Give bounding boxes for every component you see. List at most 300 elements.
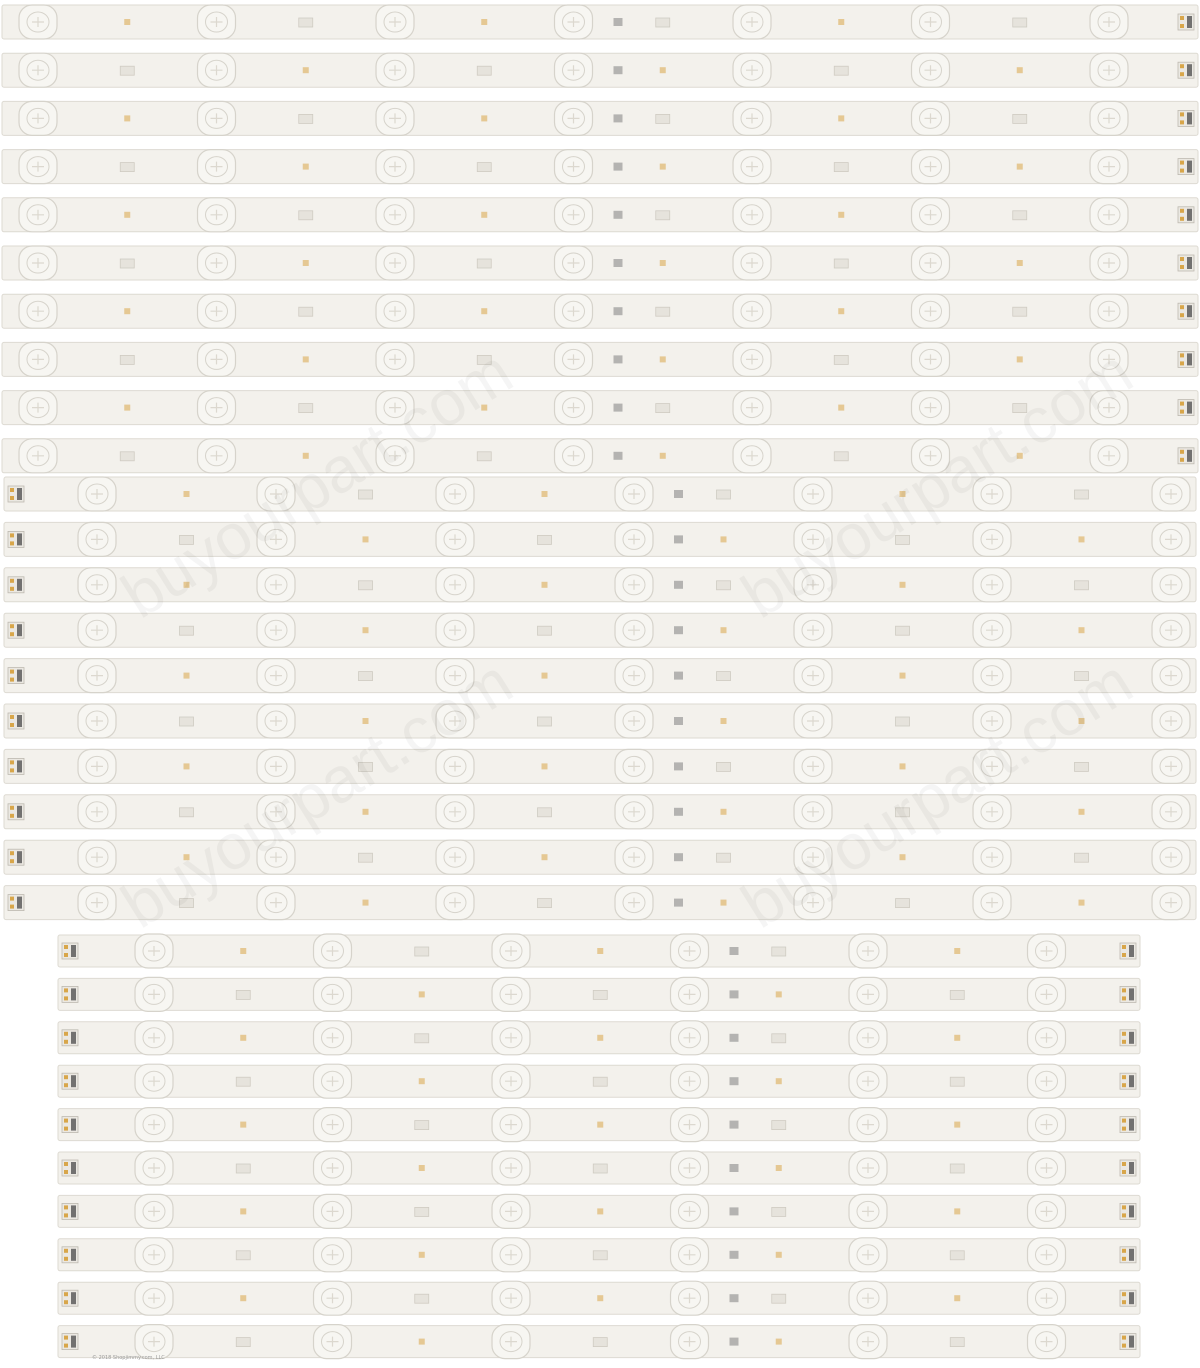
connector-terminal bbox=[71, 1249, 76, 1261]
qr-code-mark bbox=[614, 259, 623, 267]
connector-pin bbox=[1180, 353, 1184, 357]
led-lens bbox=[555, 439, 593, 473]
connector-terminal bbox=[71, 1336, 76, 1348]
led-lens bbox=[973, 613, 1011, 647]
label-pad bbox=[359, 581, 373, 590]
led-lens bbox=[973, 568, 1011, 602]
led-lens bbox=[1090, 294, 1128, 328]
qr-code-mark bbox=[674, 853, 683, 861]
label-pad bbox=[950, 990, 964, 999]
qr-code-mark bbox=[730, 1034, 739, 1042]
led-lens bbox=[849, 1281, 887, 1315]
led-lens bbox=[1028, 1151, 1066, 1185]
label-pad bbox=[717, 490, 731, 499]
led-lens bbox=[733, 342, 771, 376]
connector-pin bbox=[1122, 1119, 1126, 1123]
label-pad bbox=[120, 259, 134, 268]
connector-pin bbox=[1122, 1249, 1126, 1253]
resistor-pad bbox=[1017, 164, 1023, 170]
connector bbox=[1120, 1203, 1136, 1219]
connector-pin bbox=[1122, 1162, 1126, 1166]
led-strip bbox=[2, 198, 1198, 232]
label-pad bbox=[1013, 18, 1027, 27]
label-pad bbox=[477, 66, 491, 75]
resistor-pad bbox=[481, 308, 487, 314]
led-lens bbox=[376, 294, 414, 328]
qr-code-mark bbox=[674, 672, 683, 680]
connector-pin bbox=[10, 851, 14, 855]
label-pad bbox=[180, 626, 194, 635]
connector-terminal bbox=[1187, 450, 1192, 462]
led-lens bbox=[912, 150, 950, 184]
led-strip bbox=[2, 294, 1198, 328]
label-pad bbox=[772, 1121, 786, 1130]
qr-code-mark bbox=[674, 899, 683, 907]
resistor-pad bbox=[776, 1339, 782, 1345]
connector-pin bbox=[1122, 1336, 1126, 1340]
led-lens bbox=[615, 659, 653, 693]
strip-board bbox=[4, 659, 1196, 693]
led-lens bbox=[615, 749, 653, 783]
resistor-pad bbox=[660, 67, 666, 73]
qr-code-mark bbox=[614, 163, 623, 171]
led-strip bbox=[2, 150, 1198, 184]
resistor-pad bbox=[240, 1122, 246, 1128]
led-strip bbox=[2, 53, 1198, 87]
connector bbox=[62, 1203, 78, 1219]
led-lens bbox=[436, 886, 474, 920]
connector-pin bbox=[64, 1300, 68, 1304]
led-lens bbox=[19, 150, 57, 184]
resistor-pad bbox=[597, 1208, 603, 1214]
label-pad bbox=[415, 1207, 429, 1216]
led-lens bbox=[19, 439, 57, 473]
led-lens bbox=[912, 246, 950, 280]
led-lens bbox=[135, 1325, 173, 1359]
led-lens bbox=[19, 53, 57, 87]
label-pad bbox=[834, 355, 848, 364]
connector-pin bbox=[64, 1344, 68, 1348]
qr-code-mark bbox=[614, 355, 623, 363]
connector-pin bbox=[10, 541, 14, 545]
led-lens bbox=[19, 294, 57, 328]
led-lens bbox=[135, 1108, 173, 1142]
resistor-pad bbox=[900, 582, 906, 588]
connector bbox=[8, 622, 24, 638]
connector bbox=[1178, 448, 1194, 464]
label-pad bbox=[538, 808, 552, 817]
led-lens bbox=[257, 568, 295, 602]
led-lens bbox=[615, 522, 653, 556]
connector-pin bbox=[64, 1083, 68, 1087]
connector-pin bbox=[64, 1162, 68, 1166]
led-strip bbox=[2, 342, 1198, 376]
strip-board bbox=[4, 477, 1196, 511]
led-lens bbox=[314, 1064, 352, 1098]
led-lens bbox=[135, 1281, 173, 1315]
led-lens bbox=[19, 342, 57, 376]
connector-pin bbox=[1122, 1127, 1126, 1131]
led-lens bbox=[198, 150, 236, 184]
resistor-pad bbox=[419, 991, 425, 997]
connector-pin bbox=[10, 760, 14, 764]
connector bbox=[8, 849, 24, 865]
connector-pin bbox=[1180, 217, 1184, 221]
resistor-pad bbox=[838, 405, 844, 411]
led-lens bbox=[912, 342, 950, 376]
connector-pin bbox=[64, 1213, 68, 1217]
label-pad bbox=[834, 163, 848, 172]
resistor-pad bbox=[954, 1295, 960, 1301]
connector-pin bbox=[1122, 1300, 1126, 1304]
resistor-pad bbox=[419, 1252, 425, 1258]
resistor-pad bbox=[597, 1295, 603, 1301]
qr-code-mark bbox=[614, 18, 623, 26]
connector bbox=[1120, 1290, 1136, 1306]
led-lens bbox=[849, 1151, 887, 1185]
connector-terminal bbox=[17, 760, 22, 772]
connector-pin bbox=[10, 678, 14, 682]
label-pad bbox=[538, 535, 552, 544]
led-lens bbox=[1090, 439, 1128, 473]
led-lens bbox=[849, 1194, 887, 1228]
connector bbox=[62, 1334, 78, 1350]
qr-code-mark bbox=[614, 307, 623, 315]
connector-terminal bbox=[1129, 1249, 1134, 1261]
connector-pin bbox=[64, 1075, 68, 1079]
led-lens bbox=[198, 246, 236, 280]
connector bbox=[8, 804, 24, 820]
connector-terminal bbox=[1187, 16, 1192, 28]
connector-pin bbox=[64, 1292, 68, 1296]
qr-code-mark bbox=[730, 1294, 739, 1302]
led-lens bbox=[555, 150, 593, 184]
connector-terminal bbox=[1187, 257, 1192, 269]
led-lens bbox=[1152, 704, 1190, 738]
label-pad bbox=[896, 626, 910, 635]
label-pad bbox=[717, 762, 731, 771]
led-lens bbox=[671, 1281, 709, 1315]
resistor-pad bbox=[542, 491, 548, 497]
label-pad bbox=[593, 1338, 607, 1347]
resistor-pad bbox=[481, 115, 487, 121]
connector-pin bbox=[1180, 402, 1184, 406]
connector-terminal bbox=[1129, 1075, 1134, 1087]
connector bbox=[1120, 1334, 1136, 1350]
connector-pin bbox=[64, 1032, 68, 1036]
label-pad bbox=[717, 853, 731, 862]
connector-pin bbox=[64, 953, 68, 957]
led-strip bbox=[58, 1108, 1140, 1142]
label-pad bbox=[834, 259, 848, 268]
led-strip bbox=[58, 1325, 1140, 1359]
led-strip bbox=[4, 613, 1196, 647]
led-lens bbox=[849, 1108, 887, 1142]
led-strip bbox=[58, 934, 1140, 968]
led-lens bbox=[198, 391, 236, 425]
label-pad bbox=[477, 163, 491, 172]
connector-pin bbox=[1122, 1205, 1126, 1209]
resistor-pad bbox=[954, 1035, 960, 1041]
label-pad bbox=[1075, 853, 1089, 862]
resistor-pad bbox=[124, 308, 130, 314]
connector bbox=[8, 758, 24, 774]
label-pad bbox=[950, 1164, 964, 1173]
connector bbox=[8, 713, 24, 729]
led-lens bbox=[492, 1281, 530, 1315]
connector-pin bbox=[64, 945, 68, 949]
resistor-pad bbox=[900, 763, 906, 769]
label-pad bbox=[299, 404, 313, 413]
connector-pin bbox=[10, 579, 14, 583]
resistor-pad bbox=[303, 260, 309, 266]
label-pad bbox=[593, 1077, 607, 1086]
led-lens bbox=[1090, 246, 1128, 280]
qr-code-mark bbox=[730, 947, 739, 955]
qr-code-mark bbox=[730, 1164, 739, 1172]
connector-pin bbox=[1180, 72, 1184, 76]
connector bbox=[1178, 400, 1194, 416]
connector bbox=[1178, 110, 1194, 126]
resistor-pad bbox=[240, 1295, 246, 1301]
resistor-pad bbox=[597, 1122, 603, 1128]
led-lens bbox=[615, 886, 653, 920]
led-strip bbox=[58, 1194, 1140, 1228]
resistor-pad bbox=[240, 1035, 246, 1041]
connector bbox=[1178, 62, 1194, 78]
led-lens bbox=[1028, 1064, 1066, 1098]
connector-pin bbox=[1180, 120, 1184, 124]
led-lens bbox=[1028, 977, 1066, 1011]
label-pad bbox=[772, 1294, 786, 1303]
resistor-pad bbox=[954, 948, 960, 954]
resistor-pad bbox=[838, 19, 844, 25]
led-lens bbox=[1152, 749, 1190, 783]
connector bbox=[1120, 1247, 1136, 1263]
resistor-pad bbox=[303, 356, 309, 362]
led-lens bbox=[615, 704, 653, 738]
connector-terminal bbox=[1187, 112, 1192, 124]
led-lens bbox=[19, 101, 57, 135]
led-lens bbox=[555, 391, 593, 425]
label-pad bbox=[772, 1207, 786, 1216]
label-pad bbox=[1075, 581, 1089, 590]
label-pad bbox=[120, 452, 134, 461]
label-pad bbox=[120, 66, 134, 75]
resistor-pad bbox=[481, 212, 487, 218]
connector-pin bbox=[10, 859, 14, 863]
led-lens bbox=[912, 101, 950, 135]
connector-terminal bbox=[17, 806, 22, 818]
resistor-pad bbox=[363, 627, 369, 633]
connector-pin bbox=[1180, 305, 1184, 309]
connector-pin bbox=[1122, 1040, 1126, 1044]
connector bbox=[62, 1160, 78, 1176]
connector-pin bbox=[1122, 996, 1126, 1000]
connector-terminal bbox=[1129, 988, 1134, 1000]
led-lens bbox=[257, 659, 295, 693]
label-pad bbox=[299, 211, 313, 220]
led-lens bbox=[257, 613, 295, 647]
led-lens bbox=[492, 934, 530, 968]
label-pad bbox=[236, 1077, 250, 1086]
led-lens bbox=[555, 294, 593, 328]
led-lens bbox=[376, 150, 414, 184]
led-lens bbox=[19, 246, 57, 280]
strip-group-3 bbox=[58, 934, 1140, 1359]
connector-pin bbox=[64, 1336, 68, 1340]
led-lens bbox=[436, 795, 474, 829]
connector-terminal bbox=[17, 851, 22, 863]
resistor-pad bbox=[721, 900, 727, 906]
led-lens bbox=[615, 795, 653, 829]
resistor-pad bbox=[721, 809, 727, 815]
led-lens bbox=[849, 977, 887, 1011]
resistor-pad bbox=[240, 1208, 246, 1214]
resistor-pad bbox=[1079, 627, 1085, 633]
led-lens bbox=[78, 704, 116, 738]
connector-terminal bbox=[1129, 945, 1134, 957]
led-lens bbox=[78, 795, 116, 829]
connector-terminal bbox=[17, 670, 22, 682]
led-lens bbox=[671, 1064, 709, 1098]
led-lens bbox=[78, 522, 116, 556]
resistor-pad bbox=[184, 763, 190, 769]
connector-pin bbox=[64, 1170, 68, 1174]
label-pad bbox=[538, 717, 552, 726]
connector-pin bbox=[10, 587, 14, 591]
qr-code-mark bbox=[730, 1077, 739, 1085]
led-lens bbox=[376, 5, 414, 39]
led-strip bbox=[2, 101, 1198, 135]
connector bbox=[8, 531, 24, 547]
led-lens bbox=[1152, 477, 1190, 511]
connector-terminal bbox=[17, 624, 22, 636]
resistor-pad bbox=[597, 948, 603, 954]
connector-pin bbox=[10, 632, 14, 636]
led-lens bbox=[1028, 1021, 1066, 1055]
led-lens bbox=[555, 53, 593, 87]
led-lens bbox=[198, 53, 236, 87]
resistor-pad bbox=[1017, 260, 1023, 266]
connector-pin bbox=[1122, 1083, 1126, 1087]
connector bbox=[62, 1290, 78, 1306]
resistor-pad bbox=[124, 405, 130, 411]
resistor-pad bbox=[1079, 900, 1085, 906]
led-lens bbox=[376, 53, 414, 87]
connector-terminal bbox=[71, 1032, 76, 1044]
led-lens bbox=[615, 477, 653, 511]
led-lens bbox=[555, 342, 593, 376]
led-lens bbox=[314, 1281, 352, 1315]
label-pad bbox=[950, 1251, 964, 1260]
connector-pin bbox=[1180, 16, 1184, 20]
led-lens bbox=[733, 439, 771, 473]
led-lens bbox=[1028, 934, 1066, 968]
connector-pin bbox=[10, 723, 14, 727]
connector bbox=[1178, 303, 1194, 319]
connector bbox=[8, 486, 24, 502]
led-lens bbox=[973, 522, 1011, 556]
led-lens bbox=[733, 391, 771, 425]
resistor-pad bbox=[303, 164, 309, 170]
connector-pin bbox=[10, 814, 14, 818]
qr-code-mark bbox=[614, 211, 623, 219]
led-lens bbox=[555, 246, 593, 280]
led-lens bbox=[1152, 795, 1190, 829]
resistor-pad bbox=[363, 900, 369, 906]
qr-code-mark bbox=[614, 452, 623, 460]
connector-terminal bbox=[1129, 1205, 1134, 1217]
resistor-pad bbox=[184, 491, 190, 497]
connector-pin bbox=[10, 496, 14, 500]
led-lens bbox=[492, 1194, 530, 1228]
led-lens bbox=[436, 522, 474, 556]
qr-code-mark bbox=[674, 808, 683, 816]
qr-code-mark bbox=[614, 404, 623, 412]
resistor-pad bbox=[124, 115, 130, 121]
label-pad bbox=[1013, 114, 1027, 123]
led-lens bbox=[671, 1108, 709, 1142]
label-pad bbox=[656, 18, 670, 27]
led-lens bbox=[314, 1238, 352, 1272]
label-pad bbox=[896, 899, 910, 908]
connector bbox=[1120, 943, 1136, 959]
resistor-pad bbox=[776, 1078, 782, 1084]
connector-pin bbox=[10, 715, 14, 719]
connector-pin bbox=[1180, 112, 1184, 116]
led-lens bbox=[436, 568, 474, 602]
qr-code-mark bbox=[674, 762, 683, 770]
label-pad bbox=[120, 163, 134, 172]
label-pad bbox=[415, 1034, 429, 1043]
led-lens bbox=[376, 246, 414, 280]
led-lens bbox=[849, 1064, 887, 1098]
resistor-pad bbox=[124, 212, 130, 218]
label-pad bbox=[656, 404, 670, 413]
led-strip bbox=[58, 1064, 1140, 1098]
label-pad bbox=[593, 990, 607, 999]
connector-pin bbox=[1180, 64, 1184, 68]
label-pad bbox=[717, 672, 731, 681]
label-pad bbox=[236, 1164, 250, 1173]
led-lens bbox=[733, 294, 771, 328]
connector bbox=[62, 1117, 78, 1133]
led-lens bbox=[1028, 1325, 1066, 1359]
connector-pin bbox=[1180, 24, 1184, 28]
led-lens bbox=[912, 5, 950, 39]
connector-pin bbox=[64, 996, 68, 1000]
led-strip bbox=[58, 977, 1140, 1011]
led-strip bbox=[2, 5, 1198, 39]
resistor-pad bbox=[660, 164, 666, 170]
connector-pin bbox=[1122, 1292, 1126, 1296]
led-lens bbox=[555, 101, 593, 135]
led-lens bbox=[849, 1021, 887, 1055]
label-pad bbox=[834, 452, 848, 461]
resistor-pad bbox=[363, 536, 369, 542]
resistor-pad bbox=[240, 948, 246, 954]
resistor-pad bbox=[660, 260, 666, 266]
led-strip bbox=[4, 659, 1196, 693]
connector-terminal bbox=[71, 1075, 76, 1087]
led-lens bbox=[198, 342, 236, 376]
qr-code-mark bbox=[674, 581, 683, 589]
connector-pin bbox=[64, 988, 68, 992]
resistor-pad bbox=[419, 1165, 425, 1171]
label-pad bbox=[772, 947, 786, 956]
led-lens bbox=[436, 840, 474, 874]
